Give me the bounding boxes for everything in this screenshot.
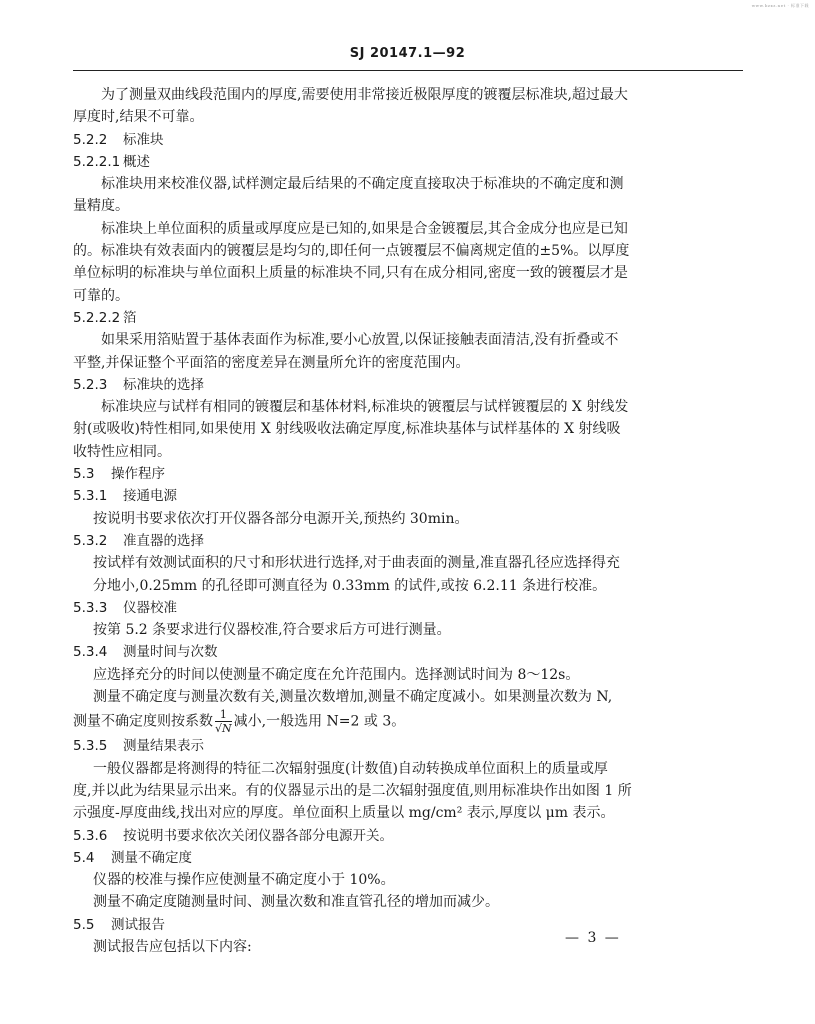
paragraph-line: 可靠的。 bbox=[73, 287, 129, 304]
paragraph-line: 测量不确定度随测量时间、测量次数和准直管孔径的增加而减少。 bbox=[93, 894, 499, 911]
paragraph-line: 射(或吸收)特性相同,如果使用 X 射线吸收法确定厚度,标准块基体与试样基体的 X 射线吸 bbox=[73, 421, 621, 438]
paragraph-line: 量精度。 bbox=[73, 198, 129, 215]
formula-fraction: $\frac{1}{√N}$ bbox=[215, 708, 232, 736]
section-heading-5-5: 5.5 测试报告 bbox=[73, 916, 165, 933]
paragraph-line: 按试样有效测试面积的尺寸和形状进行选择,对于曲表面的测量,准直器孔径应选择得充 bbox=[93, 555, 620, 572]
paragraph-line: 标准块上单位面积的质量或厚度应是已知的,如果是合金镀覆层,其合金成分也应是已知 bbox=[101, 220, 628, 237]
paragraph-line: 为了测量双曲线段范围内的厚度,需要使用非常接近极限厚度的镀覆层标准块,超过最大 bbox=[101, 87, 628, 103]
paragraph-line: 如果采用箔贴置于基体表面作为标准,要小心放置,以保证接触表面清洁,没有折叠或不 bbox=[101, 332, 619, 349]
paragraph-line: 标准块用来校准仪器,试样测定最后结果的不确定度直接取决于标准块的不确定度和测 bbox=[101, 176, 624, 193]
section-heading-5-2-2-2: 5.2.2.2 箔 bbox=[73, 309, 137, 326]
paragraph-line: 测量不确定度与测量次数有关,测量次数增加,测量不确定度减小。如果测量次数为 N, bbox=[93, 689, 613, 706]
paragraph-line: 厚度时,结果不可靠。 bbox=[73, 109, 204, 126]
page-number: — 3 — bbox=[565, 930, 621, 946]
section-heading-5-2-3: 5.2.3 标准块的选择 bbox=[73, 376, 204, 393]
paragraph-line: 按第 5.2 条要求进行仪器校准,符合要求后方可进行测量。 bbox=[93, 622, 451, 639]
paragraph-line: 收特性应相同。 bbox=[73, 443, 171, 460]
section-heading-5-3-3: 5.3.3 仪器校准 bbox=[73, 599, 177, 616]
section-heading-5-3-1: 5.3.1 接通电源 bbox=[73, 488, 177, 505]
paragraph-line: 分地小,0.25mm 的孔径即可测直径为 0.33mm 的试件,或按 6.2.11 条进行校准。 bbox=[93, 577, 607, 594]
page-header: SJ 20147.1—92 bbox=[349, 46, 466, 61]
paragraph-line: 示强度-厚度曲线,找出对应的厚度。单位面积上质量以 mg/cm² 表示,厚度以 μm 表示。 bbox=[73, 805, 615, 822]
section-heading-5-2-2-1: 5.2.2.1 概述 bbox=[73, 153, 150, 170]
paragraph-line: 度,并以此为结果显示出来。有的仪器显示出的是二次辐射强度值,则用标准块作出如图 1 所 bbox=[73, 782, 632, 799]
paragraph-line: 应选择充分的时间以使测量不确定度在允许范围内。选择测试时间为 8～12s。 bbox=[93, 666, 580, 683]
paragraph-line: 平整,并保证整个平面箔的密度差异在测量所允许的密度范围内。 bbox=[73, 354, 470, 371]
paragraph-line: 仪器的校准与操作应使测量不确定度小于 10%。 bbox=[93, 872, 395, 889]
header-rule bbox=[73, 70, 743, 71]
section-heading-5-4: 5.4 测量不确定度 bbox=[73, 849, 192, 866]
section-heading-5-3-2: 5.3.2 准直器的选择 bbox=[73, 532, 204, 549]
paragraph-line-with-formula: 测量不确定度则按系数 $\frac{1}{√N}$ 减小,一般选用 N=2 或 3。 bbox=[73, 708, 406, 736]
section-heading-5-3-4: 5.3.4 测量时间与次数 bbox=[73, 644, 218, 661]
paragraph-line: 一般仪器都是将测得的特征二次辐射强度(计数值)自动转换成单位面积上的质量或厚 bbox=[93, 760, 608, 777]
corner-watermark: www.bzxz.net · 标准下载 bbox=[751, 3, 809, 8]
section-heading-5-3: 5.3 操作程序 bbox=[73, 466, 165, 483]
paragraph-line: 单位标明的标准块与单位面积上质量的标准块不同,只有在成分相同,密度一致的镀覆层才是 bbox=[73, 265, 628, 282]
paragraph-line: 的。标准块有效表面内的镀覆层是均匀的,即任何一点镀覆层不偏离规定值的±5%。以厚度 bbox=[73, 243, 630, 260]
section-heading-5-2-2: 5.2.2 标准块 bbox=[73, 131, 164, 148]
section-heading-5-3-6: 5.3.6 按说明书要求依次关闭仪器各部分电源开关。 bbox=[73, 827, 393, 844]
section-heading-5-3-5: 5.3.5 测量结果表示 bbox=[73, 738, 204, 755]
paragraph-line: 按说明书要求依次打开仪器各部分电源开关,预热约 30min。 bbox=[93, 510, 469, 527]
paragraph-line: 测试报告应包括以下内容: bbox=[93, 938, 252, 955]
paragraph-line: 标准块应与试样有相同的镀覆层和基体材料,标准块的镀覆层与试样镀覆层的 X 射线发 bbox=[101, 399, 629, 416]
document-body bbox=[73, 84, 643, 958]
